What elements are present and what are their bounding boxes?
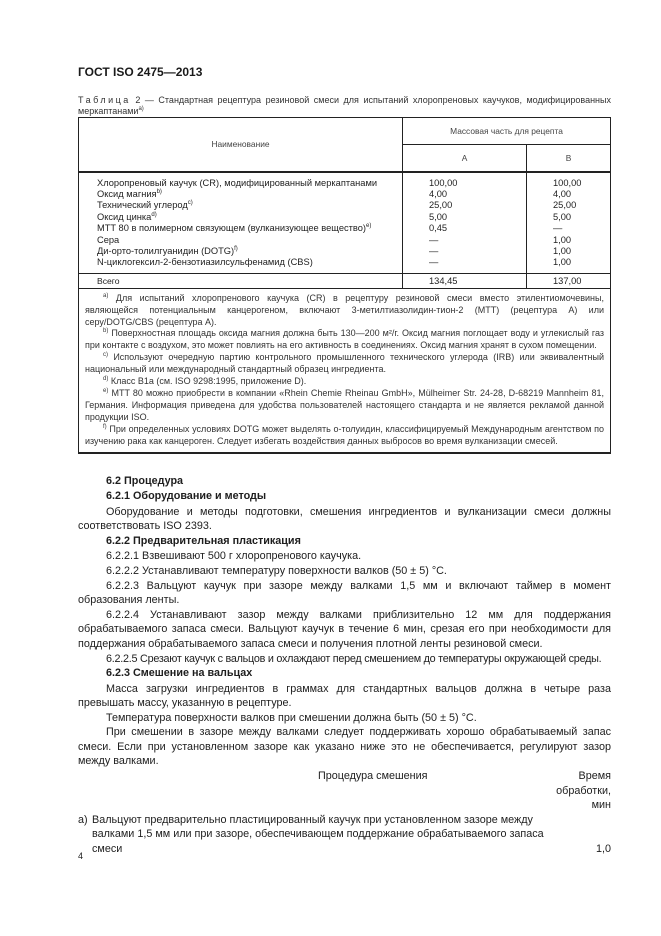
step-time: 1,0 [595,843,611,856]
paragraph: Оборудование и методы подготовки, смешения ингредиентов и вулканизации смеси должны соответствовать ISO 2393. [78,505,611,533]
footnotes [79,288,611,452]
total-label: Всего [79,273,403,288]
paragraph: 6.2.2.5 Срезают каучук с вальцов и охлаждают перед смешением до температуры окружающей среды. [106,652,602,665]
value-b: 4,00 [553,188,572,199]
ingredient-label: Хлоропреновый каучук (CR), модифицированный меркаптанами [97,177,378,188]
value-a: 100,00 [429,177,458,188]
document-header: ГОСТ ISO 2475—2013 [78,65,203,79]
footnote [85,293,604,329]
footnote-mark: a) [103,292,109,299]
step-description: Вальцуют предварительно пластицированный каучук при установленном зазоре между валками 1,5 мм или при зазоре, обеспечивающем поддержание обрабатываемого запаса смеси [92,813,544,856]
ingredient-name [97,246,402,257]
footnote [85,376,604,388]
paragraph: 6.2.2.2 Устанавливают температуру поверхности валков (50 ± 5) °С. [106,564,447,577]
paragraph: Масса загрузки ингредиентов в граммах для стандартных вальцов должна в четыре раза превышать массу, указанную в рецептуре. [78,682,611,710]
procedure-steps [78,813,611,857]
footnote-ref: d) [151,211,157,218]
footnote-text: Используют очередную партию контрольного промышленного технического углерода (IRB) или эквивалентный национальный или международный стандартный образец ингредиента. [85,352,604,375]
caption-note: a) [138,106,144,112]
value-a: — [429,234,439,245]
ingredient-label: Оксид магния [97,188,157,199]
value-b: 1,00 [553,234,572,245]
footnote-text: MTT 80 можно приобрести в компании «Rhein Chemie Rheinau GmbH», Mülheimer Str. 24-28, D-68219 Mannheim 81, Германия. Информация приведена для удобства пользователей настоящего стандарта и не является рекламой данной продукции ISO. [85,388,604,422]
ingredient-name [97,189,402,200]
ingredient-label: Технический углерод [97,200,188,211]
footnote-text: Для испытаний хлоропренового каучука (CR) в рецептуру резиновой смеси вместо этилентиомочевины, являющейся потенциальным канцерогеном, включают 3-метилтиазолидин-тион-2 (MTT) (рецептура A) или серу/DOTG/CBS (рецептура A). [85,292,604,327]
value-a: 25,00 [429,200,453,211]
page-number: 4 [78,851,84,861]
ingredient-label: Сера [97,234,120,245]
value-a: — [429,245,439,256]
value-a: 5,00 [429,211,448,222]
paragraph: 6.2.2.3 Вальцуют каучук при зазоре между валками 1,5 мм и включают таймер в момент образования ленты. [78,579,611,607]
footnote-mark: d) [103,376,109,383]
ingredient-name [97,200,402,211]
heading-6-2: 6.2 Процедура [106,475,184,487]
values-b-cell [527,172,611,274]
footnote-mark: c) [103,352,108,359]
value-b: 1,00 [553,245,572,256]
ingredient-name [97,178,402,189]
footnote-ref: c) [187,200,193,207]
caption-text: 2 — Стандартная рецептура резиновой смеси для испытаний хлоропреновых каучуков, модифицированных меркаптанами [78,95,611,116]
value-a: 0,45 [429,223,448,234]
ingredient-name [97,257,402,268]
col-header-name: Наименование [79,118,403,172]
total-row [79,273,611,288]
paragraph: При смешении в зазоре между валками следует поддерживать хорошо обрабатываемый запас смеси. Если при установленном зазоре как указано ниже это не обеспечивается, регулируют зазор между валками. [78,726,611,768]
ingredient-name [97,235,402,246]
caption-label: Таблица [78,95,131,105]
footnote-ref: f) [234,245,238,252]
footnote-mark: b) [103,328,109,335]
ingredient-label: N-циклогексил-2-бензотиазилсульфенамид (CBS) [97,257,313,268]
footnote [85,424,604,448]
footnote-ref: e) [366,223,372,230]
footnote-mark: e) [103,388,109,394]
procedure-title: Процедура смешения [318,770,428,783]
heading-6-2-1: 6.2.1 Оборудование и методы [106,490,267,503]
footnote [85,352,604,376]
value-b: — [553,223,563,234]
table-body [79,172,611,274]
footnote-text: При определенных условиях DOTG может выделять о-толуидин, классифицируемый Международным агентством по изучению рака как канцероген. Следует избегать воздействия данных выбросов во время вулканизации смесей. [85,423,604,446]
paragraph: 6.2.2.4 Устанавливают зазор между валками приблизительно 12 мм для поддержания обрабатываемого запаса смеси. Вальцуют каучук в течение 6 мин, срезая его при необходимости для поддержания обрабатываемого запаса смеси и получения плотной ленты резиновой смеси. [78,608,611,650]
value-b: 5,00 [553,211,572,222]
ingredient-label: MTT 80 в полимерном связующем (вулканизующее вещество) [97,223,367,234]
footnote-mark: f) [103,423,107,430]
values-a-cell [403,172,527,274]
paragraph: 6.2.2.1 Взвешивают 500 г хлоропренового каучука. [106,550,362,563]
paragraph: Температура поверхности валков при смешении должна быть (50 ± 5) °С. [106,711,477,724]
recipe-table [78,117,611,454]
col-header-group: Массовая часть для рецепта [403,118,611,145]
footnote-text: Класс B1a (см. ISO 9298:1995, приложение D). [110,376,307,387]
footnote-text: Поверхностная площадь оксида магния должна быть 130—200 м²/г. Оксид магния поглощает воду и углекислый газ при контакте с воздухом, это может повлиять на его активность в соединениях. Оксид магния хранят в сухом помещении. [85,328,604,351]
ingredient-name [97,212,402,223]
value-b: 100,00 [553,177,582,188]
col-header-a: A [403,145,527,172]
names-cell [79,172,403,274]
procedure-header [78,769,611,813]
ingredient-label: Ди-орто-толилгуанидин (DOTG) [97,245,235,256]
footnote [85,388,604,424]
footnote-ref: b) [156,188,162,195]
ingredient-label: Оксид цинка [97,211,152,222]
value-b: 1,00 [553,257,572,268]
value-b: 25,00 [553,200,577,211]
col-header-b: B [527,145,611,172]
procedure-step [78,813,611,857]
time-header: Время обработки, мин [556,770,611,812]
total-b: 137,00 [527,273,611,288]
step-text [78,813,568,857]
ingredient-name [97,223,402,234]
heading-6-2-2: 6.2.2 Предварительная пластикация [106,534,301,547]
body-text [78,474,611,857]
table-caption [78,95,611,117]
value-a: — [429,257,439,268]
footnote [85,328,604,352]
value-a: 4,00 [429,188,448,199]
total-a: 134,45 [403,273,527,288]
heading-6-2-3: 6.2.3 Смешение на вальцах [106,667,253,680]
step-mark: а) [78,813,88,826]
